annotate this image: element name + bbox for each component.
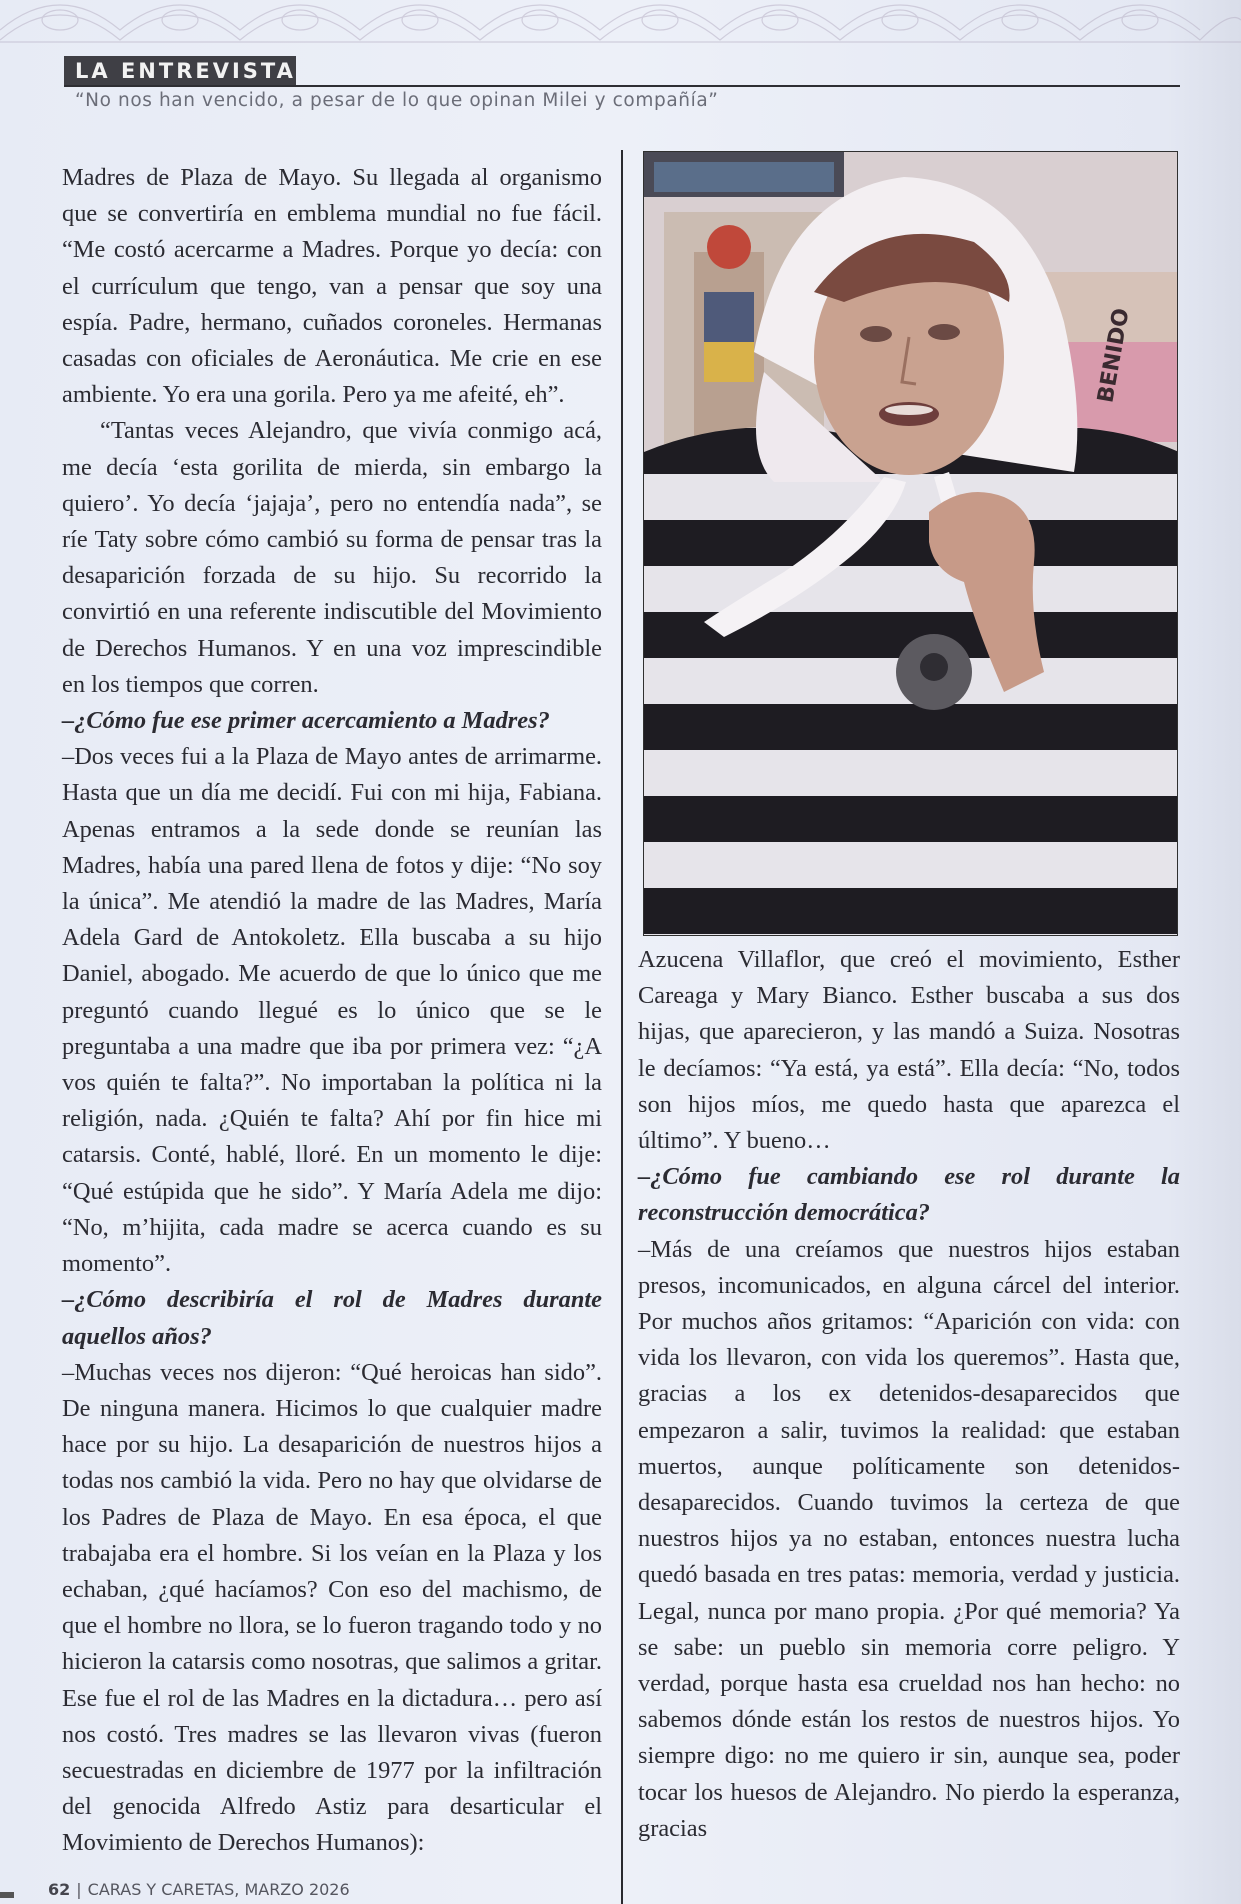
body-paragraph: Madres de Plaza de Mayo. Su llegada al organismo que se convertiría en emblema mundial no fue fácil. “Me costó acercarme a Madres. Porque yo decía: con el currículum que tengo, van a pensar que soy una espía. Padre, hermano, cuñados coroneles. Hermanas casadas con oficiales de Aeronáutica. Me crie en ese ambiente. Yo era una gorila. Pero ya me afeité, eh”. xyxy=(62,164,602,409)
article-subtitle: “No nos han vencido, a pesar de lo que opinan Milei y compañía” xyxy=(75,90,719,111)
body-paragraph: “Tantas veces Alejandro, que vivía conmigo acá, me decía ‘esta gorilita de mierda, sin embargo la quiero’. Yo decía ‘jajaja’, pero no entendía nada”, se ríe Taty sobre cómo cambió su forma de pensar tras la desaparición forzada de su hijo. Su recorrido la convirtió en una referente indiscutible del Movimiento de Derechos Humanos. Y en una voz imprescindible en los tiempos que corren. xyxy=(62,417,602,698)
footer-separator: | xyxy=(76,1880,82,1899)
interview-question: –¿Cómo fue cambiando ese rol durante la reconstrucción democrática? xyxy=(638,1163,1180,1227)
interview-answer: –Muchas veces nos dijeron: “Qué heroicas han sido”. De ninguna manera. Hicimos lo que cualquier madre hace por su hijo. La desaparición de nuestros hijos a todas nos cambió la vida. Pero no hay que olvidarse de los Padres de Plaza de Mayo. En esa época, el que trabajaba era el hombre. Si los veían en la Plaza y los echaban, ¿qué hacíamos? Con eso del machismo, de que el hombre no llora, se lo fueron tragando todo y no hicieron la catarsis como nosotras, que salimos a gritar. Ese fue el rol de las Madres en la dictadura… pero así nos costó. Tres madres se las llevaron vivas (fueron secuestradas en diciembre de 1977 por la infiltración del genocida Alfredo Astiz para desarticular el Movimiento de Derechos Humanos): xyxy=(62,1358,602,1857)
footer-edge-marker xyxy=(0,1892,14,1898)
svg-text:BENIDO: BENIDO xyxy=(1093,306,1135,405)
interview-question: –¿Cómo describiría el rol de Madres durante aquellos años? xyxy=(62,1286,602,1350)
article-column-right xyxy=(638,942,1180,1847)
page-number: 62 xyxy=(48,1880,71,1899)
interview-answer: Azucena Villaflor, que creó el movimiento, Esther Careaga y Mary Bianco. Esther buscaba a sus dos hijas, que aparecieron, y las mandó a Suiza. Nosotras le decíamos: “Ya está, ya está”. Ella decía: “No, todos son hijos míos, me quedo hasta que aparezca el último”. Y bueno… xyxy=(638,946,1180,1155)
publication-name: CARAS Y CARETAS, MARZO 2026 xyxy=(87,1880,350,1899)
interview-answer: –Dos veces fui a la Plaza de Mayo antes de arrimarme. Hasta que un día me decidí. Fui con mi hija, Fabiana. Apenas entramos a la sede donde se reunían las Madres, había una pared llena de fotos y dije: “No soy la única”. Me atendió la madre de las Madres, María Adela Gard de Antokoletz. Ella buscaba a su hijo Daniel, abogado. Me acuerdo de que lo único que me preguntó cuando llegué es lo único que se le preguntaba a una madre que iba por primera vez: “¿A vos quién te falta?”. No importaban la política ni la religión, nada. ¿Quién te falta? Ahí por fin hice mi catarsis. Conté, hablé, lloré. En un momento le dije: “Qué estúpida que he sido”. Y María Adela me dijo: “No, m’hijita, cada madre se acerca cuando es su momento”. xyxy=(62,743,602,1278)
interview-answer: –Más de una creíamos que nuestros hijos estaban presos, incomunicados, en alguna cárcel del interior. Por muchos años gritamos: “Aparición con vida: con vida los llevaron, con vida los queremos”. Hasta que, gracias a los ex detenidos-desaparecidos que empezaron a salir, tuvimos la realidad: que estaban muertos, aunque políticamente son detenidos-desaparecidos. Cuando tuvimos la certeza de que nuestros hijos ya no estaban, entonces nuestra lucha quedó basada en tres patas: memoria, verdad y justicia. Legal, nunca por mano propia. ¿Por qué memoria? Ya se sabe: un pueblo sin memoria corre peligro. Y verdad, porque hasta esa crueldad nos han hecho: no sabemos dónde están los restos de nuestros hijos. Yo siempre digo: no me quiero ir sin, aunque sea, poder tocar los huesos de Alejandro. No pierdo la esperanza, gracias xyxy=(638,1235,1180,1842)
interview-question: –¿Cómo fue ese primer acercamiento a Madres? xyxy=(62,707,550,735)
column-divider xyxy=(621,150,623,1904)
section-label: LA ENTREVISTA xyxy=(75,59,296,83)
header-rule xyxy=(64,85,1180,87)
portrait-illustration xyxy=(644,152,1178,936)
portrait-photo xyxy=(643,151,1178,936)
article-column-left xyxy=(62,160,602,1862)
decorative-ornament-band xyxy=(0,0,1241,44)
page-footer xyxy=(48,1880,350,1899)
